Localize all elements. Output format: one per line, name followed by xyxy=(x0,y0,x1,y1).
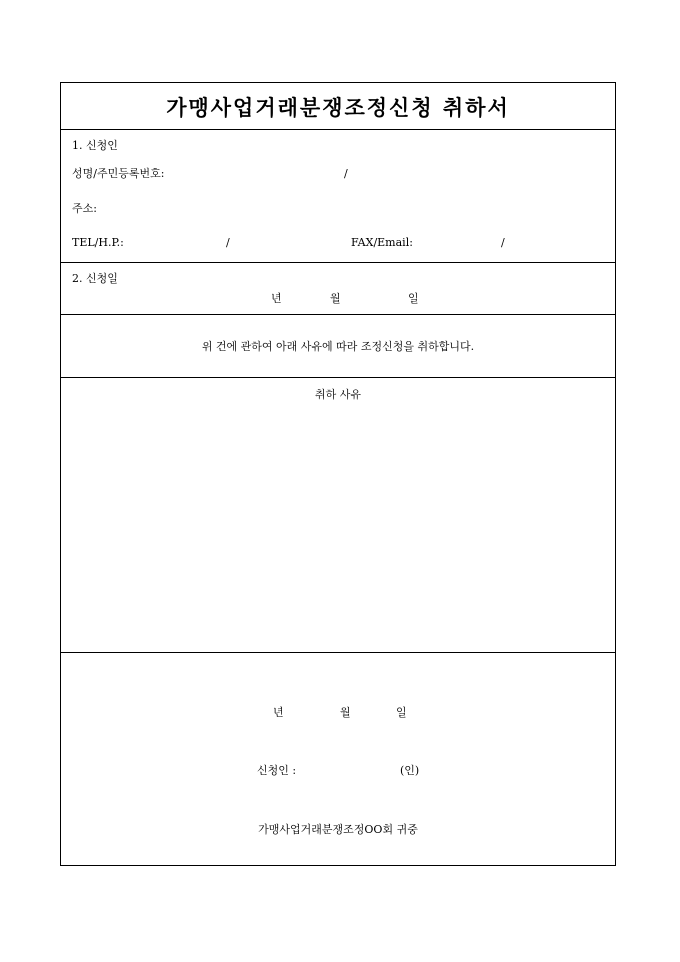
withdrawal-statement: 위 건에 관하여 아래 사유에 따라 조정신청을 취하합니다. xyxy=(201,340,475,353)
form-title: 가맹사업거래분쟁조정신청 취하서 xyxy=(166,95,510,120)
reason-section xyxy=(61,378,615,653)
applicant-signature-label: 신청인 : xyxy=(257,764,297,777)
application-date-heading: 2. 신청일 xyxy=(72,272,118,285)
fax-email-separator: / xyxy=(501,236,505,249)
address-label: 주소: xyxy=(72,202,97,215)
application-date-month: 월 xyxy=(330,292,341,305)
signature-year: 년 xyxy=(273,706,284,719)
statement-section xyxy=(61,315,615,378)
recipient-line: 가맹사업거래분쟁조정OO회 귀중 xyxy=(258,823,418,836)
tel-label: TEL/H.P.: xyxy=(72,236,124,249)
name-id-separator: / xyxy=(344,167,348,180)
applicant-section xyxy=(61,130,615,263)
name-id-label: 성명/주민등록번호: xyxy=(72,167,165,180)
application-date-section xyxy=(61,263,615,315)
application-date-year: 년 xyxy=(271,292,282,305)
applicant-heading: 1. 신청인 xyxy=(72,139,118,152)
withdrawal-form xyxy=(60,82,616,866)
signature-month: 월 xyxy=(340,706,351,719)
seal-mark: (인) xyxy=(400,764,420,777)
signature-day: 일 xyxy=(396,706,407,719)
reason-heading: 취하 사유 xyxy=(314,388,361,401)
title-section xyxy=(61,83,615,130)
signature-section xyxy=(61,653,615,865)
fax-email-label: FAX/Email: xyxy=(351,236,413,249)
application-date-day: 일 xyxy=(408,292,419,305)
tel-separator: / xyxy=(226,236,230,249)
